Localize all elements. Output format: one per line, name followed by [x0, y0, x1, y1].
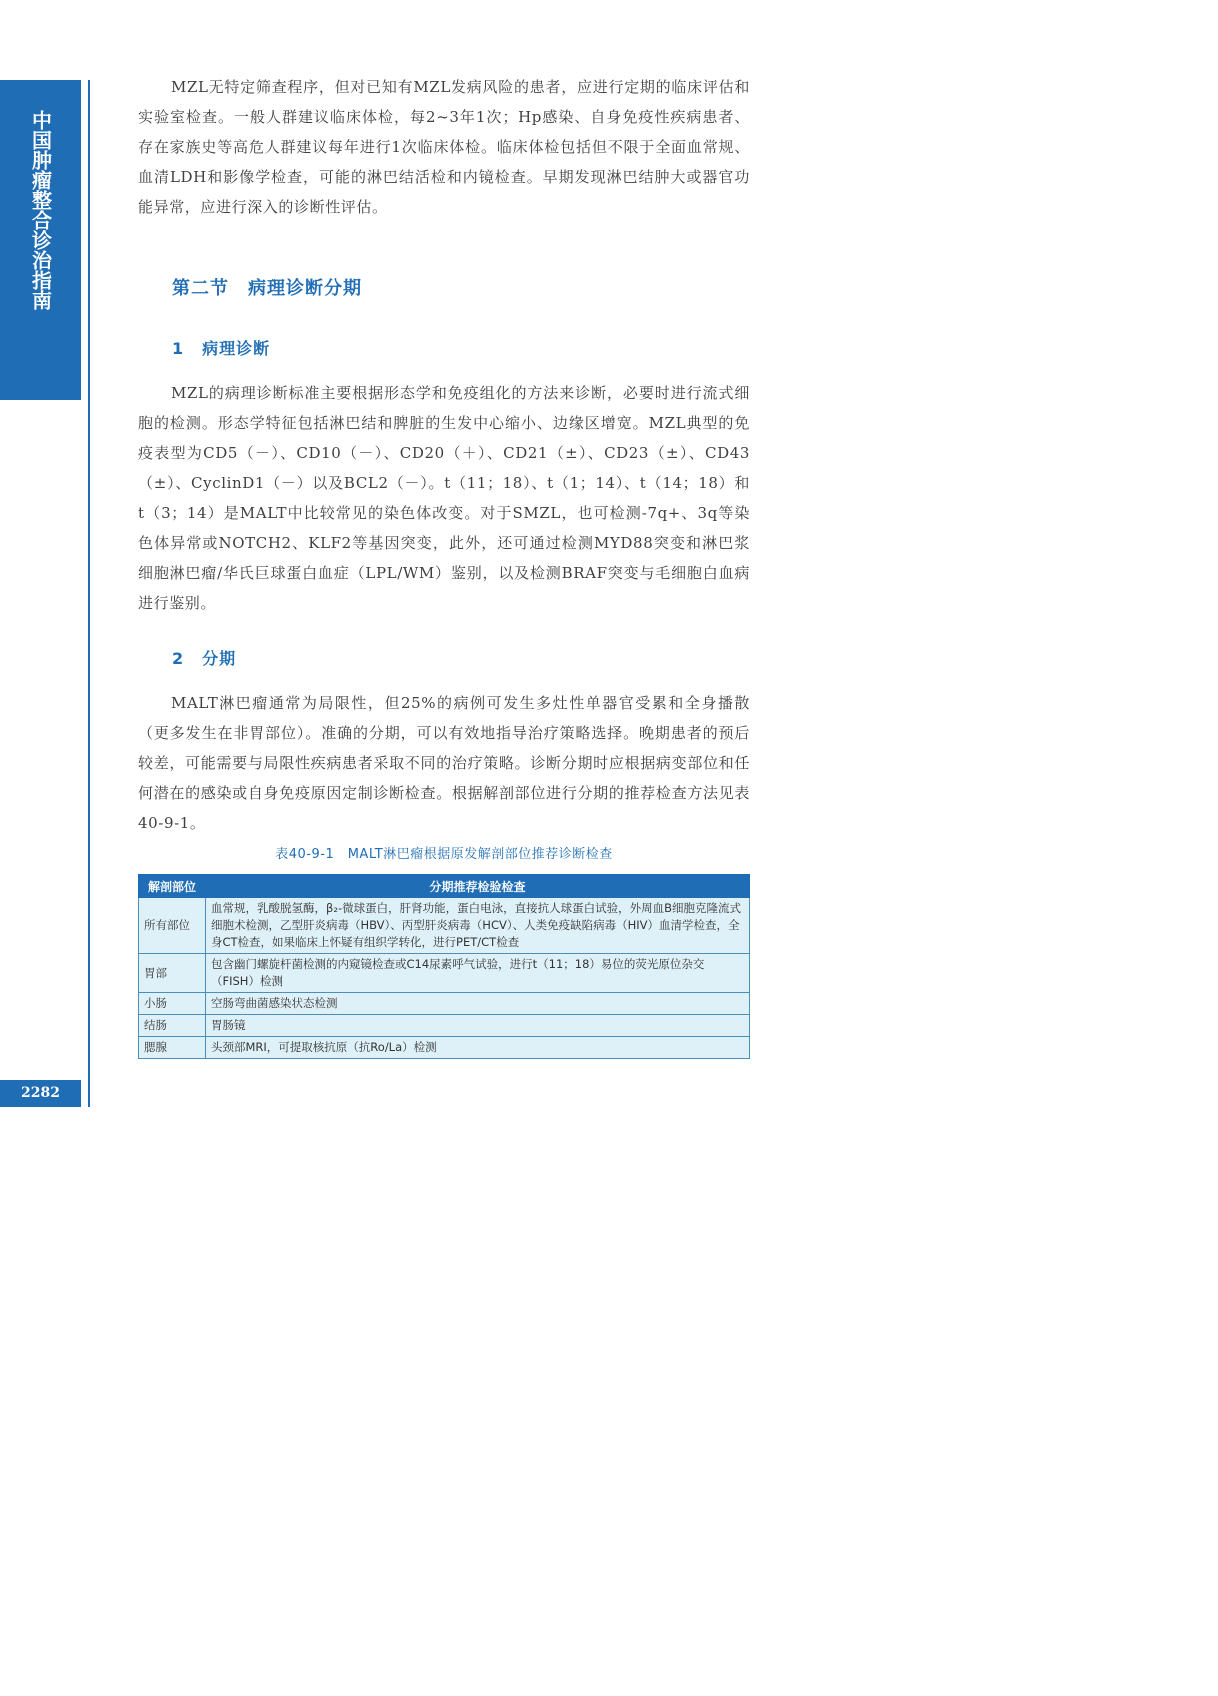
- table-row: [139, 1037, 750, 1059]
- table-row: [139, 993, 750, 1015]
- table-row: [139, 954, 750, 993]
- pathology-block: [138, 378, 750, 618]
- cell-exam: 包含幽门螺旋杆菌检测的内窥镜检查或C14尿素呼气试验，进行t（11；18）易位的荧光原位杂交（FISH）检测: [206, 954, 750, 993]
- table-row: [139, 898, 750, 954]
- intro-paragraph: MZL无特定筛查程序，但对已知有MZL发病风险的患者，应进行定期的临床评估和实验室检查。一般人群建议临床体检，每2~3年1次；Hp感染、自身免疫性疾病患者、存在家族史等高危人群建议每年进行1次临床体检。临床体检包括但不限于全面血常规、血清LDH和影像学检查，可能的淋巴结活检和内镜检查。早期发现淋巴结肿大或器官功能异常，应进行深入的诊断性评估。: [138, 78, 750, 216]
- cell-site: 胃部: [139, 954, 206, 993]
- subsection-title: 分期: [202, 649, 237, 668]
- margin-line: [88, 80, 90, 1107]
- subsection-number: 1: [172, 339, 185, 358]
- cell-exam: 空肠弯曲菌感染状态检测: [206, 993, 750, 1015]
- section-title: 第二节 病理诊断分期: [172, 278, 362, 299]
- pathology-paragraph: MZL的病理诊断标准主要根据形态学和免疫组化的方法来诊断，必要时进行流式细胞的检测。形态学特征包括淋巴结和脾脏的生发中心缩小、边缘区增宽。MZL典型的免疫表型为CD5（－）、CD10（－）、CD20（＋）、CD21（±）、CD23（±）、CD43（±）、CyclinD1（－）以及BCL2（－）。t（11；18）、t（1；14）、t（14；18）和t（3；14）是MALT中比较常见的染色体改变。对于SMZL，也可检测-7q+、3q等染色体异常或NOTCH2、KLF2等基因突变，此外，还可通过检测MYD88突变和淋巴浆细胞淋巴瘤/华氏巨球蛋白血症（LPL/WM）鉴别，以及检测BRAF突变与毛细胞白血病进行鉴别。: [138, 384, 750, 612]
- cell-site: 小肠: [139, 993, 206, 1015]
- subsection-heading-1: [172, 336, 270, 359]
- cell-site: 腮腺: [139, 1037, 206, 1059]
- header-exam: 分期推荐检验检查: [206, 875, 750, 898]
- side-tab: [0, 80, 81, 400]
- table-row: [139, 1015, 750, 1037]
- cell-exam: 头颈部MRI，可提取核抗原（抗Ro/La）检测: [206, 1037, 750, 1059]
- intro-block: [138, 72, 750, 222]
- staging-block: [138, 688, 750, 838]
- staging-paragraph: MALT淋巴瘤通常为局限性，但25%的病例可发生多灶性单器官受累和全身播散（更多发生在非胃部位）。准确的分期，可以有效地指导治疗策略选择。晚期患者的预后较差，可能需要与局限性疾病患者采取不同的治疗策略。诊断分期时应根据病变部位和任何潜在的感染或自身免疫原因定制诊断检查。根据解剖部位进行分期的推荐检查方法见表40-9-1。: [138, 694, 750, 832]
- cell-exam: 胃肠镜: [206, 1015, 750, 1037]
- header-site: 解剖部位: [139, 875, 206, 898]
- cell-site: 结肠: [139, 1015, 206, 1037]
- subsection-heading-2: [172, 646, 236, 669]
- diagnosis-table: [138, 874, 750, 1059]
- table-header-row: [139, 875, 750, 898]
- page-number: 2282: [0, 1080, 81, 1107]
- subsection-number: 2: [172, 649, 185, 668]
- cell-exam: 血常规，乳酸脱氢酶，β₂-微球蛋白，肝肾功能，蛋白电泳，直接抗人球蛋白试验，外周血B细胞克隆流式细胞术检测，乙型肝炎病毒（HBV）、丙型肝炎病毒（HCV）、人类免疫缺陷病毒（HIV）血清学检查，全身CT检查，如果临床上怀疑有组织学转化，进行PET/CT检查: [206, 898, 750, 954]
- cell-site: 所有部位: [139, 898, 206, 954]
- book-title: 中国肿瘤整合诊治指南: [28, 110, 53, 310]
- table-caption: 表40-9-1 MALT淋巴瘤根据原发解剖部位推荐诊断检查: [275, 847, 613, 862]
- subsection-title: 病理诊断: [202, 339, 271, 358]
